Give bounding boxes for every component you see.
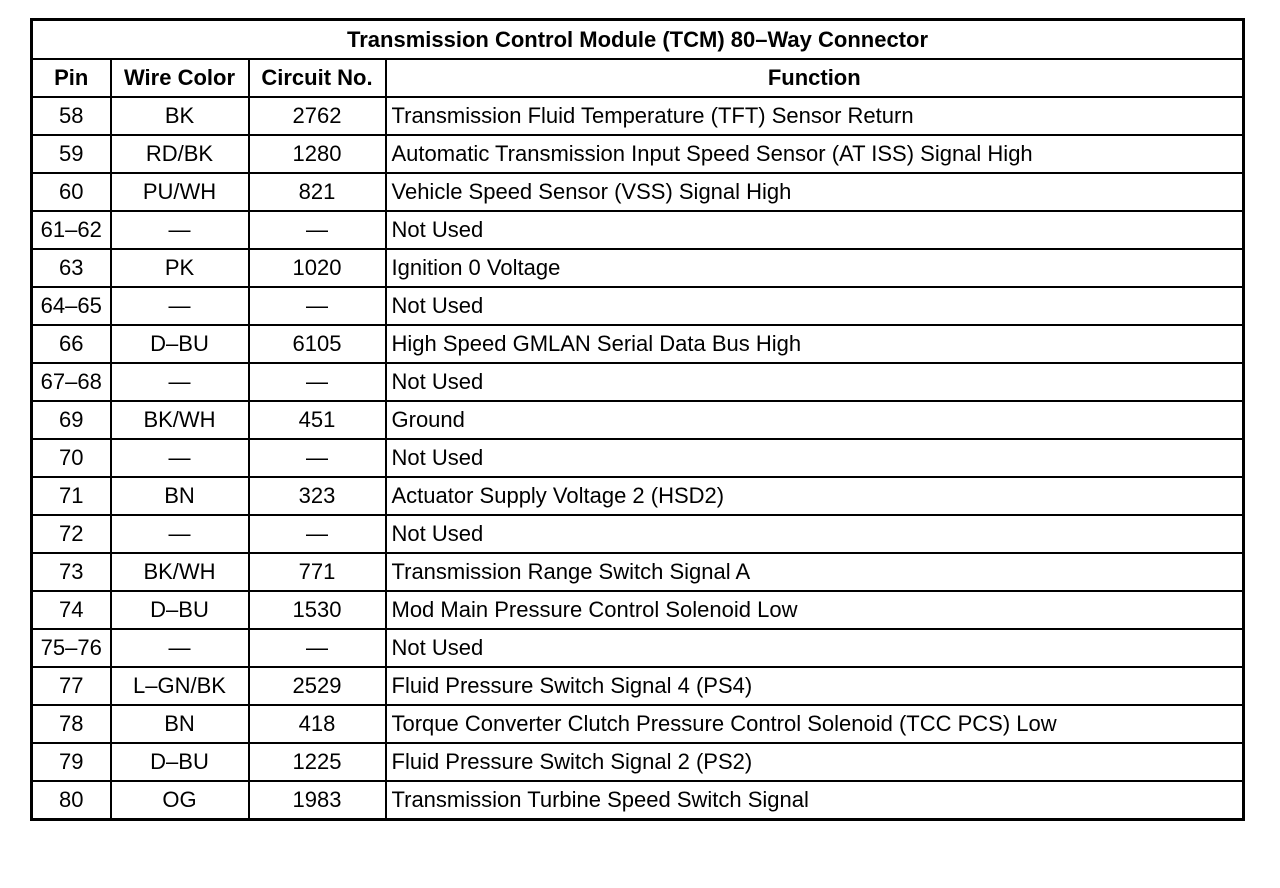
function-cell: Torque Converter Clutch Pressure Control Solenoid (TCC PCS) Low xyxy=(386,705,1244,743)
wire-color-cell: — xyxy=(111,515,249,553)
wire-color-cell: BK/WH xyxy=(111,401,249,439)
table-row xyxy=(32,249,1244,287)
wire-color-cell: — xyxy=(111,287,249,325)
function-cell: Ground xyxy=(386,401,1244,439)
circuit-no-cell: — xyxy=(249,287,386,325)
table-row xyxy=(32,401,1244,439)
table-row xyxy=(32,743,1244,781)
table-header-row xyxy=(32,59,1244,97)
wire-color-cell: PU/WH xyxy=(111,173,249,211)
wire-color-cell: D–BU xyxy=(111,591,249,629)
pin-cell: 63 xyxy=(32,249,111,287)
circuit-no-cell: 1983 xyxy=(249,781,386,820)
header-wire-color: Wire Color xyxy=(111,59,249,97)
pin-cell: 80 xyxy=(32,781,111,820)
circuit-no-cell: 6105 xyxy=(249,325,386,363)
function-cell: Actuator Supply Voltage 2 (HSD2) xyxy=(386,477,1244,515)
function-cell: Ignition 0 Voltage xyxy=(386,249,1244,287)
pin-cell: 61–62 xyxy=(32,211,111,249)
table-row xyxy=(32,477,1244,515)
header-circuit-no: Circuit No. xyxy=(249,59,386,97)
table-row xyxy=(32,325,1244,363)
function-cell: Fluid Pressure Switch Signal 4 (PS4) xyxy=(386,667,1244,705)
wire-color-cell: — xyxy=(111,629,249,667)
header-pin: Pin xyxy=(32,59,111,97)
pin-cell: 64–65 xyxy=(32,287,111,325)
table-row xyxy=(32,363,1244,401)
circuit-no-cell: 2762 xyxy=(249,97,386,135)
function-cell: Not Used xyxy=(386,211,1244,249)
function-cell: Not Used xyxy=(386,515,1244,553)
wire-color-cell: D–BU xyxy=(111,325,249,363)
wire-color-cell: L–GN/BK xyxy=(111,667,249,705)
table-row xyxy=(32,553,1244,591)
pin-cell: 77 xyxy=(32,667,111,705)
circuit-no-cell: — xyxy=(249,211,386,249)
function-cell: Transmission Turbine Speed Switch Signal xyxy=(386,781,1244,820)
wire-color-cell: — xyxy=(111,439,249,477)
table-row xyxy=(32,97,1244,135)
circuit-no-cell: 2529 xyxy=(249,667,386,705)
function-cell: Mod Main Pressure Control Solenoid Low xyxy=(386,591,1244,629)
pin-cell: 79 xyxy=(32,743,111,781)
pin-cell: 69 xyxy=(32,401,111,439)
function-cell: Not Used xyxy=(386,629,1244,667)
function-cell: Transmission Range Switch Signal A xyxy=(386,553,1244,591)
table-row xyxy=(32,667,1244,705)
pin-cell: 71 xyxy=(32,477,111,515)
pin-cell: 75–76 xyxy=(32,629,111,667)
circuit-no-cell: 1280 xyxy=(249,135,386,173)
pin-cell: 58 xyxy=(32,97,111,135)
function-cell: Vehicle Speed Sensor (VSS) Signal High xyxy=(386,173,1244,211)
wire-color-cell: BN xyxy=(111,477,249,515)
wire-color-cell: PK xyxy=(111,249,249,287)
pin-cell: 70 xyxy=(32,439,111,477)
pin-cell: 67–68 xyxy=(32,363,111,401)
circuit-no-cell: 821 xyxy=(249,173,386,211)
circuit-no-cell: 323 xyxy=(249,477,386,515)
table-row xyxy=(32,591,1244,629)
table-row xyxy=(32,629,1244,667)
table-row xyxy=(32,135,1244,173)
circuit-no-cell: — xyxy=(249,515,386,553)
circuit-no-cell: 1225 xyxy=(249,743,386,781)
table-row xyxy=(32,705,1244,743)
circuit-no-cell: 1020 xyxy=(249,249,386,287)
function-cell: Transmission Fluid Temperature (TFT) Sensor Return xyxy=(386,97,1244,135)
pin-cell: 59 xyxy=(32,135,111,173)
circuit-no-cell: — xyxy=(249,363,386,401)
function-cell: Fluid Pressure Switch Signal 2 (PS2) xyxy=(386,743,1244,781)
table-title-row xyxy=(32,20,1244,60)
table-row xyxy=(32,173,1244,211)
pin-cell: 66 xyxy=(32,325,111,363)
table-row xyxy=(32,439,1244,477)
circuit-no-cell: 418 xyxy=(249,705,386,743)
pin-cell: 72 xyxy=(32,515,111,553)
wire-color-cell: D–BU xyxy=(111,743,249,781)
table-row xyxy=(32,287,1244,325)
connector-table-container xyxy=(30,18,1245,821)
function-cell: Not Used xyxy=(386,363,1244,401)
pin-cell: 73 xyxy=(32,553,111,591)
wire-color-cell: RD/BK xyxy=(111,135,249,173)
table-body xyxy=(32,97,1244,820)
header-function: Function xyxy=(386,59,1244,97)
circuit-no-cell: 1530 xyxy=(249,591,386,629)
pin-cell: 74 xyxy=(32,591,111,629)
connector-pinout-table xyxy=(30,18,1245,821)
wire-color-cell: BK xyxy=(111,97,249,135)
table-title: Transmission Control Module (TCM) 80–Way Connector xyxy=(32,20,1244,60)
circuit-no-cell: 771 xyxy=(249,553,386,591)
function-cell: Not Used xyxy=(386,439,1244,477)
function-cell: Automatic Transmission Input Speed Sensor (AT ISS) Signal High xyxy=(386,135,1244,173)
pin-cell: 60 xyxy=(32,173,111,211)
wire-color-cell: — xyxy=(111,211,249,249)
function-cell: Not Used xyxy=(386,287,1244,325)
table-row xyxy=(32,781,1244,820)
circuit-no-cell: — xyxy=(249,439,386,477)
table-row xyxy=(32,211,1244,249)
wire-color-cell: BK/WH xyxy=(111,553,249,591)
pin-cell: 78 xyxy=(32,705,111,743)
circuit-no-cell: 451 xyxy=(249,401,386,439)
circuit-no-cell: — xyxy=(249,629,386,667)
wire-color-cell: OG xyxy=(111,781,249,820)
function-cell: High Speed GMLAN Serial Data Bus High xyxy=(386,325,1244,363)
wire-color-cell: — xyxy=(111,363,249,401)
wire-color-cell: BN xyxy=(111,705,249,743)
table-row xyxy=(32,515,1244,553)
